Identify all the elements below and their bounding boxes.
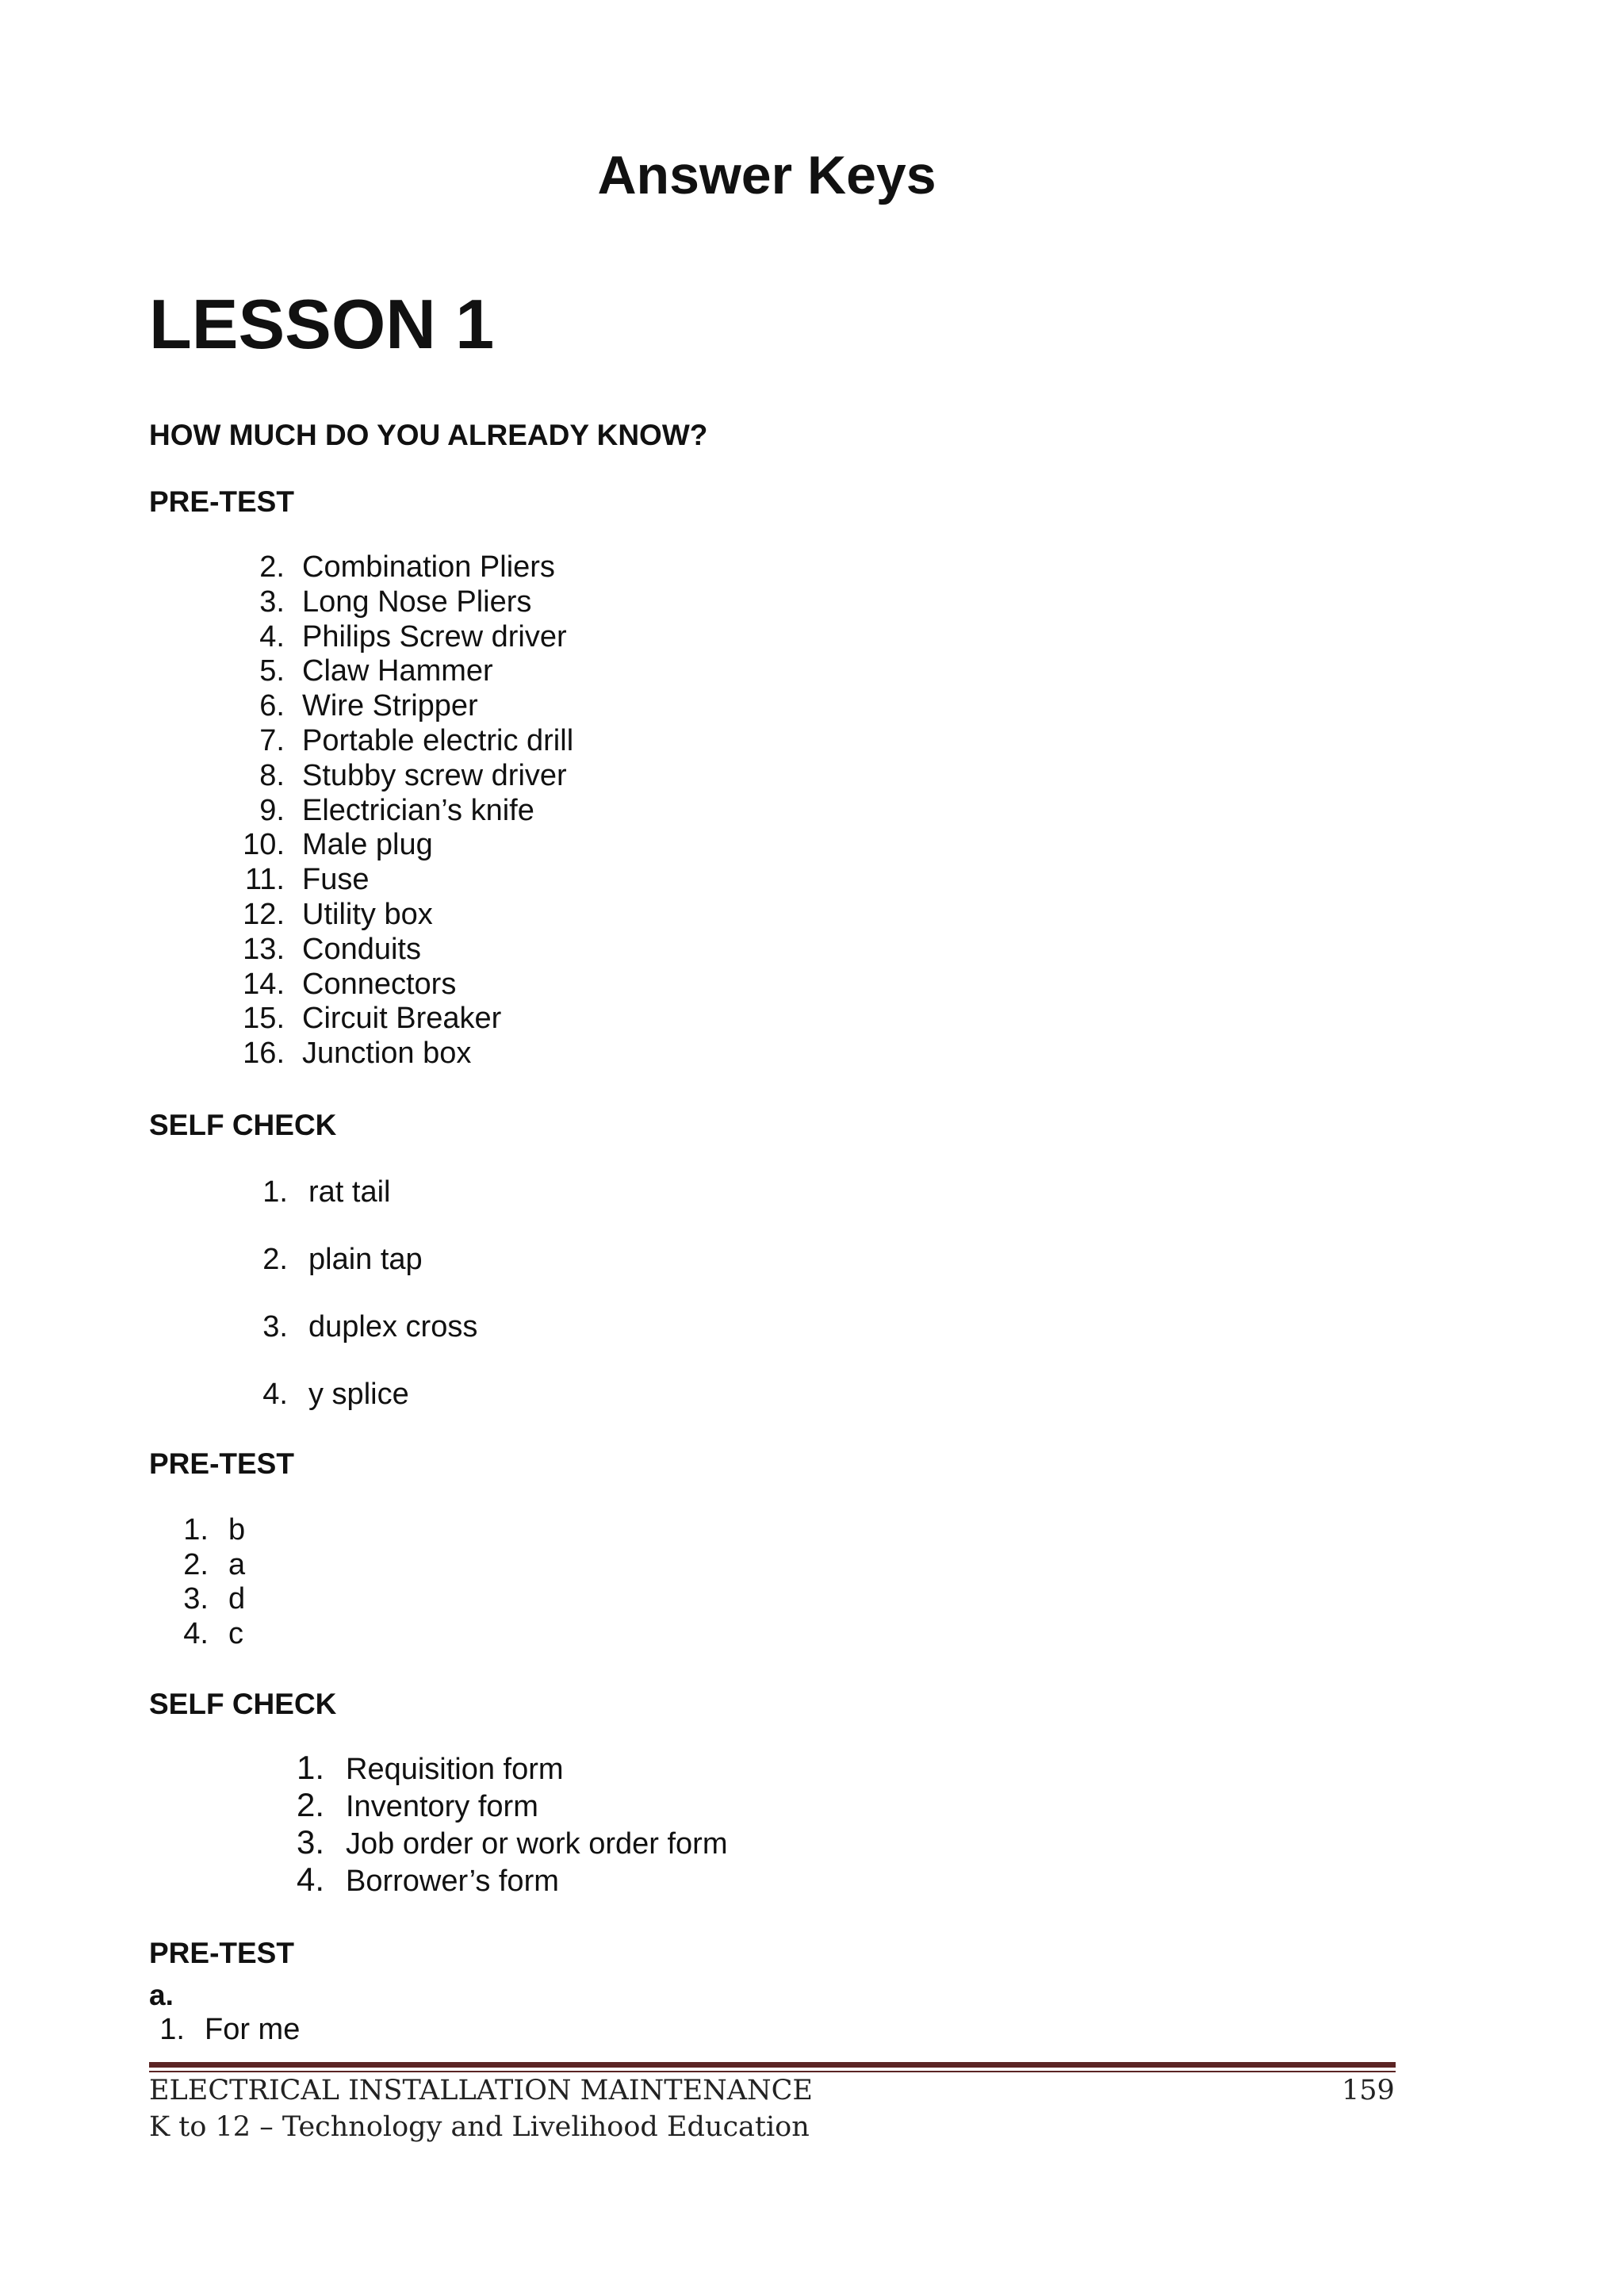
list-item bbox=[223, 585, 531, 619]
list-item-text: duplex cross bbox=[308, 1310, 478, 1343]
list-item-text: b bbox=[228, 1513, 246, 1547]
list-item-text: c bbox=[228, 1616, 243, 1650]
list-item-number: 2. bbox=[297, 1786, 325, 1823]
list-item bbox=[223, 794, 534, 828]
list-item-number: 3. bbox=[259, 585, 285, 619]
list-item-text: Male plug bbox=[302, 828, 433, 862]
list-item bbox=[173, 1582, 245, 1616]
list-item-number: 15. bbox=[243, 1002, 285, 1036]
list-item bbox=[224, 1243, 423, 1277]
list-item bbox=[223, 933, 421, 967]
list-item-text: Stubby screw driver bbox=[302, 758, 567, 792]
list-item-number: 3. bbox=[297, 1823, 325, 1861]
list-item-number: 14. bbox=[243, 967, 285, 1001]
list-item bbox=[223, 654, 493, 688]
list-item-number: 12. bbox=[243, 898, 285, 931]
list-item-number: 4. bbox=[297, 1861, 325, 1898]
list-item-number: 4. bbox=[259, 619, 285, 654]
list-item bbox=[224, 1378, 409, 1412]
section4-heading: SELF CHECK bbox=[149, 1688, 337, 1720]
list-item-text: Claw Hammer bbox=[302, 654, 493, 688]
list-item-text: Fuse bbox=[302, 863, 370, 897]
list-item bbox=[297, 1823, 728, 1861]
list-item-text: Portable electric drill bbox=[302, 724, 574, 757]
list-item bbox=[223, 1002, 501, 1036]
list-item-number: 3. bbox=[262, 1310, 288, 1343]
list-item-number: 2. bbox=[183, 1547, 209, 1581]
list-item-text: Job order or work order form bbox=[346, 1827, 728, 1861]
list-item-number: 4. bbox=[183, 1616, 209, 1650]
list-item-number: 4. bbox=[262, 1378, 288, 1411]
footer-page-number: 159 bbox=[1342, 2075, 1395, 2106]
list-item bbox=[173, 1513, 245, 1547]
section5-subheading: a. bbox=[149, 1979, 174, 2011]
list-item-text: Junction box bbox=[302, 1037, 472, 1071]
list-item-text: a bbox=[228, 1547, 246, 1581]
list-item-number: 1. bbox=[183, 1513, 209, 1547]
list-item bbox=[223, 1037, 471, 1071]
list-item-number: 3. bbox=[183, 1582, 209, 1616]
list-item bbox=[223, 620, 567, 654]
list-item bbox=[224, 1310, 477, 1344]
list-item-text: d bbox=[228, 1582, 246, 1616]
list-item bbox=[297, 1861, 559, 1899]
list-item-number: 1. bbox=[159, 2013, 185, 2046]
section5-heading: PRE-TEST bbox=[149, 1937, 294, 1969]
list-item bbox=[173, 1548, 245, 1582]
list-item-text: y splice bbox=[308, 1378, 409, 1411]
list-item-text: Wire Stripper bbox=[302, 689, 478, 723]
list-item-text: Conduits bbox=[302, 932, 421, 966]
list-item-number: 2. bbox=[262, 1243, 288, 1276]
list-item-number: 8. bbox=[259, 758, 285, 792]
section3-heading: PRE-TEST bbox=[149, 1447, 294, 1480]
list-item-text: Requisition form bbox=[346, 1753, 564, 1786]
list-item-text: rat tail bbox=[308, 1175, 391, 1209]
list-item-number: 16. bbox=[243, 1037, 285, 1071]
list-item-number: 11. bbox=[244, 863, 285, 897]
footer-title: ELECTRICAL INSTALLATION MAINTENANCE bbox=[149, 2075, 813, 2106]
list-item bbox=[173, 1617, 243, 1651]
list-item bbox=[223, 863, 369, 897]
list-item-number: 1. bbox=[262, 1175, 288, 1209]
list-item bbox=[223, 689, 478, 723]
list-item-number: 9. bbox=[259, 793, 285, 827]
lesson-heading: LESSON 1 bbox=[149, 285, 495, 363]
list-item-number: 6. bbox=[259, 689, 285, 723]
list-item-number: 1. bbox=[297, 1749, 325, 1786]
list-item-text: Long Nose Pliers bbox=[302, 585, 532, 619]
list-item-text: plain tap bbox=[308, 1243, 423, 1276]
list-item-text: Electrician’s knife bbox=[302, 793, 534, 827]
list-item bbox=[297, 1749, 564, 1787]
footer-rule-thin bbox=[149, 2071, 1396, 2072]
section1-heading: PRE-TEST bbox=[149, 485, 294, 518]
list-item-number: 7. bbox=[259, 724, 285, 757]
list-item-text: Connectors bbox=[302, 967, 457, 1001]
section-heading-know: HOW MUCH DO YOU ALREADY KNOW? bbox=[149, 419, 708, 451]
list-item-number: 13. bbox=[243, 932, 285, 966]
list-item bbox=[223, 898, 433, 932]
list-item-text: Utility box bbox=[302, 898, 433, 931]
list-item bbox=[223, 828, 433, 862]
list-item-number: 5. bbox=[259, 654, 285, 688]
list-item-text: Circuit Breaker bbox=[302, 1002, 502, 1036]
list-item bbox=[223, 724, 573, 758]
list-item-text: Inventory form bbox=[346, 1790, 538, 1823]
list-item bbox=[297, 1786, 538, 1824]
list-item-text: For me bbox=[205, 2013, 301, 2046]
list-item bbox=[149, 2013, 300, 2047]
list-item-text: Borrower’s form bbox=[346, 1865, 559, 1898]
list-item bbox=[223, 759, 567, 793]
list-item bbox=[223, 550, 555, 585]
list-item-text: Combination Pliers bbox=[302, 550, 555, 584]
footer-rule-thick bbox=[149, 2062, 1396, 2068]
page-title: Answer Keys bbox=[597, 145, 936, 205]
section2-heading: SELF CHECK bbox=[149, 1109, 337, 1141]
list-item-text: Philips Screw driver bbox=[302, 619, 567, 654]
list-item bbox=[224, 1175, 390, 1209]
list-item bbox=[223, 968, 456, 1002]
list-item-number: 10. bbox=[243, 828, 285, 862]
footer-subtitle: K to 12 – Technology and Livelihood Education bbox=[149, 2111, 810, 2143]
list-item-number: 2. bbox=[259, 550, 285, 584]
